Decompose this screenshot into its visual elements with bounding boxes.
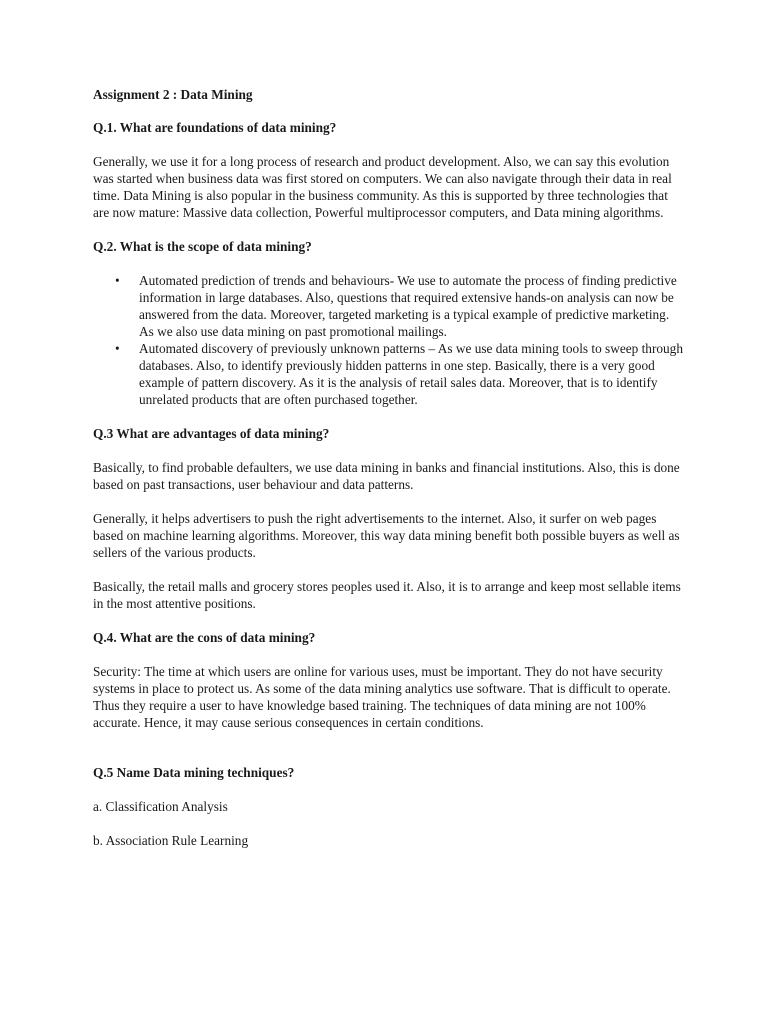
scope-bullet-list <box>93 272 683 408</box>
document-title: Assignment 2 : Data Mining <box>93 87 253 102</box>
question-4-heading: Q.4. What are the cons of data mining? <box>93 630 316 645</box>
question-3-paragraph: Generally, it helps advertisers to push the right advertisements to the internet. Also, it surfer on web pages based on machine learning algorithms. Moreover, this way data mining benefit both possible buyers as well as sellers of the various products. <box>93 511 680 560</box>
question-1-heading: Q.1. What are foundations of data mining? <box>93 120 337 135</box>
bullet-text: Automated prediction of trends and behaviours- We use to automate the process of finding predictive information in large databases. Also, questions that required extensive hands-on analysis can now be answered from the data. Moreover, targeted marketing is a typical example of predictive marketing. As we also use data mining on past promotional mailings. <box>139 273 677 339</box>
question-1-answer: Generally, we use it for a long process of research and product development. Also, we can say this evolution was started when business data was first stored on computers. We can also navigate through their data in real time. Data Mining is also popular in the business community. As this is supported by three technologies that are now mature: Massive data collection, Powerful multiprocessor computers, and Data mining algorithms. <box>93 154 672 220</box>
list-item <box>93 272 683 340</box>
bullet-text: Automated discovery of previously unknown patterns – As we use data mining tools to sweep through databases. Also, to identify previously hidden patterns in one step. Basically, there is a very good example of pattern discovery. As it is the analysis of retail sales data. Moreover, that is to identify unrelated products that are often purchased together. <box>139 341 683 407</box>
document-page <box>93 86 683 849</box>
question-2-heading: Q.2. What is the scope of data mining? <box>93 239 312 254</box>
question-5-heading: Q.5 Name Data mining techniques? <box>93 765 295 780</box>
question-3-paragraph: Basically, to find probable defaulters, we use data mining in banks and financial institutions. Also, this is done based on past transactions, user behaviour and data patterns. <box>93 460 680 492</box>
technique-item: a. Classification Analysis <box>93 799 228 814</box>
question-4-answer: Security: The time at which users are online for various uses, must be important. They do not have security systems in place to protect us. As some of the data mining analytics use software. That is difficult to operate. Thus they require a user to have knowledge based training. The techniques of data mining are not 100% accurate. Hence, it may cause serious consequences in certain conditions. <box>93 664 671 730</box>
question-3-heading: Q.3 What are advantages of data mining? <box>93 426 330 441</box>
bullet-icon: • <box>115 341 120 356</box>
technique-item: b. Association Rule Learning <box>93 833 249 848</box>
question-3-paragraph: Basically, the retail malls and grocery stores peoples used it. Also, it is to arrange and keep most sellable items in the most attentive positions. <box>93 579 681 611</box>
list-item <box>93 340 683 408</box>
bullet-icon: • <box>115 273 120 288</box>
